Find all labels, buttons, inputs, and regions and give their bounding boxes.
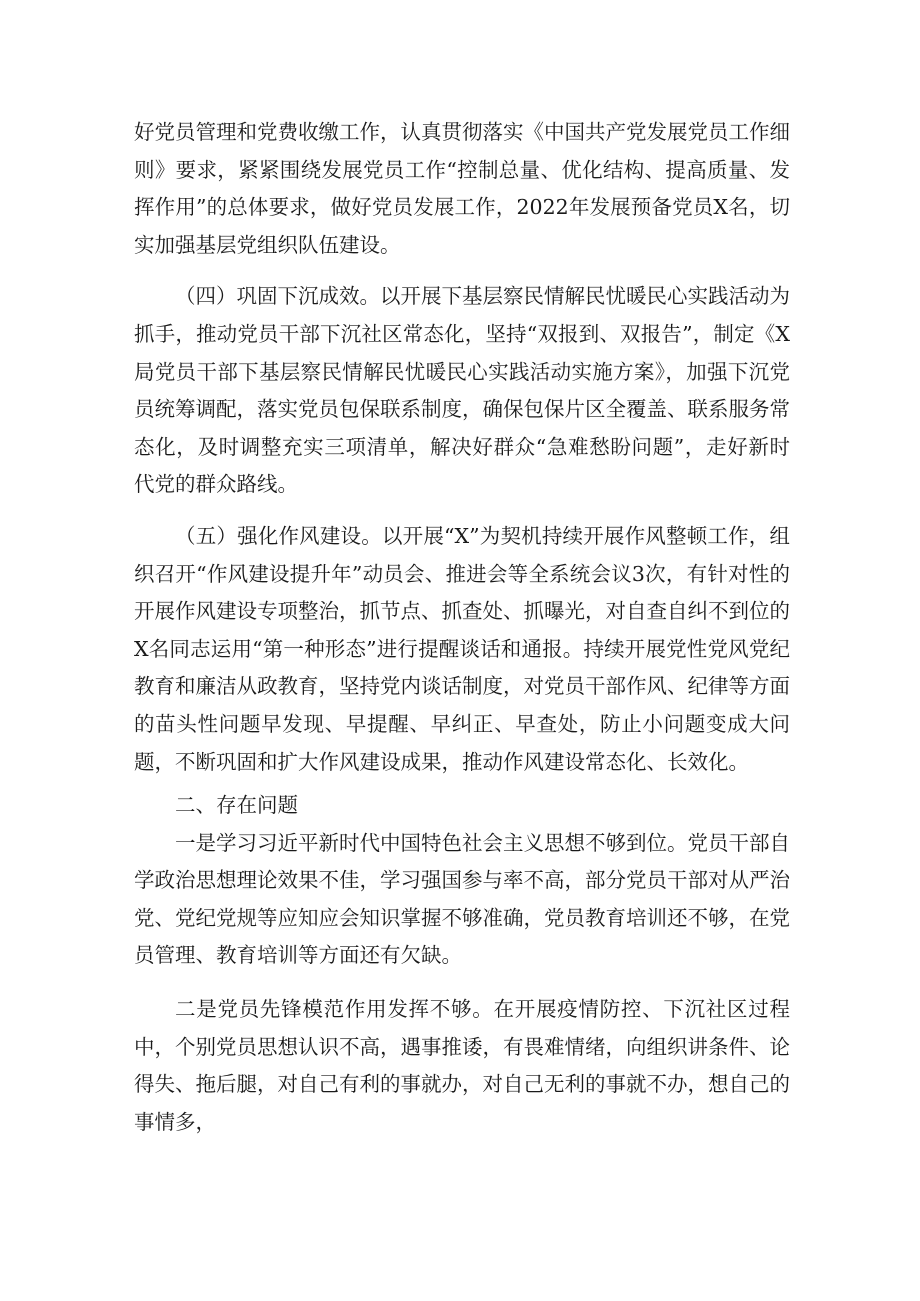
document-body: [134, 114, 790, 1141]
paragraph-work-style: （五）强化作风建设。以开展“X”为契机持续开展作风整顿工作，组织召开“作风建设提升年”动员会、推进会等全系统会议3次，有针对性的开展作风建设专项整治，抓节点、抓查处、抓曝光，对自查自纠不到位的X名同志运用“第一种形态”进行提醒谈话和通报。持续开展党性党风党纪教育和廉洁从政教育，坚持党内谈话制度，对党员干部作风、纪律等方面的苗头性问题早发现、早提醒、早纠正、早查处，防止小问题变成大问题，不断巩固和扩大作风建设成果，推动作风建设常态化、长效化。: [134, 523, 790, 774]
problem-item-2: 二是党员先锋模范作用发挥不够。在开展疫情防控、下沉社区过程中，个别党员思想认识不高，遇事推诿，有畏难情绪，向组织讲条件、论得失、拖后腿，对自己有利的事就办，对自己无利的事就不办，想自己的事情多，: [134, 997, 790, 1134]
paragraph-consolidate-results: （四）巩固下沉成效。以开展下基层察民情解民忧暖民心实践活动为抓手，推动党员干部下沉社区常态化，坚持“双报到、双报告”，制定《X局党员干部下基层察民情解民忧暖民心实践活动实施方案》，加强下沉党员统筹调配，落实党员包保联系制度，确保包保片区全覆盖、联系服务常态化，及时调整充实三项清单，解决好群众“急难愁盼问题”，走好新时代党的群众路线。: [134, 284, 790, 497]
paragraph-continued: 好党员管理和党费收缴工作，认真贯彻落实《中国共产党发展党员工作细则》要求，紧紧围绕发展党员工作“控制总量、优化结构、提高质量、发挥作用”的总体要求，做好党员发展工作，2022年发展预备党员X名，切实加强基层党组织队伍建设。: [134, 120, 790, 257]
problem-item-1: 一是学习习近平新时代中国特色社会主义思想不够到位。党员干部自学政治思想理论效果不佳，学习强国参与率不高，部分党员干部对从严治党、党纪党规等应知应会知识掌握不够准确，党员教育培训还不够，在党员管理、教育培训等方面还有欠缺。: [134, 830, 790, 968]
section-heading: 二、存在问题: [175, 793, 298, 818]
